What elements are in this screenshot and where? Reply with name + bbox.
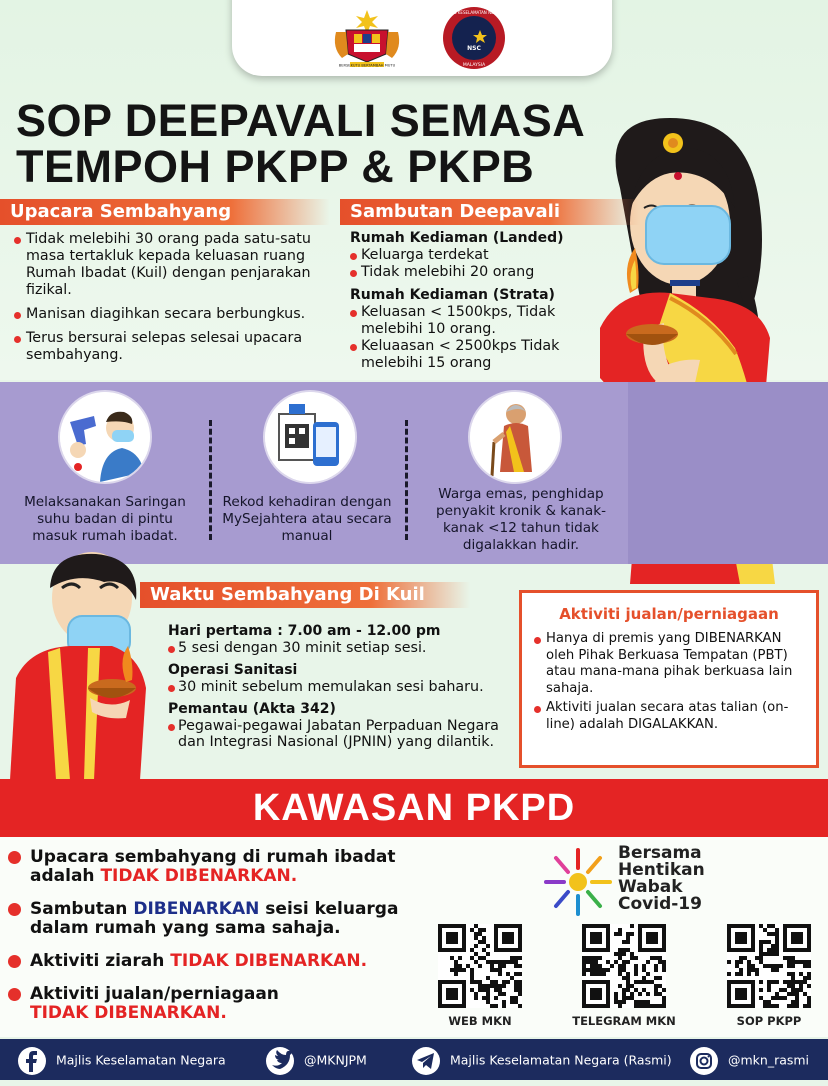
list-item: 5 sesi dengan 30 minit setiap sesi. (168, 640, 518, 657)
qr-label-web: WEB MKN (448, 1014, 512, 1028)
jualan-list (532, 631, 806, 733)
list-item: Manisan diagihkan secara berbungkus. (12, 306, 322, 323)
bersama-line: Wabak (618, 877, 683, 897)
instagram-link[interactable] (690, 1045, 809, 1075)
list-item: Keluaasan < 2500kps Tidak melebihi 15 orang (350, 338, 610, 372)
landed-list (350, 247, 610, 281)
qr-code-web-mkn[interactable] (438, 924, 522, 1008)
social-footer (0, 1039, 828, 1080)
strata-list (350, 304, 610, 372)
attendance-caption: Rekod kehadiran dengan MySejahtera atau secara manual (222, 494, 392, 544)
list-item: Pegawai-pegawai Jabatan Perpaduan Negara dan Integrasi Nasional (JPNIN) yang dilantik. (168, 718, 518, 751)
list-item: Sambutan DIBENARKAN seisi keluarga dalam rumah yang sama sahaja. (8, 900, 428, 938)
list-item: Keluarga terdekat (350, 247, 610, 264)
twitter-link[interactable] (266, 1045, 367, 1075)
sanitasi-title: Operasi Sanitasi (168, 662, 298, 678)
man-with-lamp-illustration (0, 548, 150, 780)
twitter-icon (266, 1047, 294, 1075)
list-item: Terus bersurai selepas selesai upacara sembahyang. (12, 330, 322, 364)
telegram-label: Majlis Keselamatan Negara (Rasmi) (449, 1052, 672, 1068)
qr-code-telegram-mkn[interactable] (582, 924, 666, 1008)
waktu-content (168, 623, 518, 751)
upacara-header: Upacara Sembahyang (0, 199, 330, 225)
pemantau-title: Pemantau (Akta 342) (168, 701, 336, 717)
list-item: Tidak melebihi 30 orang pada satu-satu masa tertakluk kepada keluasan ruang Rumah Ibadat (Kuil) dengan penjarakan fizikal. (12, 231, 322, 299)
screening-caption: Melaksanakan Saringan suhu badan di pintu masuk rumah ibadat. (24, 494, 186, 544)
mysejahtera-qr-icon (265, 392, 355, 482)
band-divider (209, 420, 212, 540)
facebook-link[interactable] (18, 1045, 226, 1075)
pkpd-banner: KAWASAN PKPD (0, 779, 828, 837)
bersama-line: Bersama (618, 843, 702, 863)
qr-code-sop-pkpp[interactable] (727, 924, 811, 1008)
list-item: Aktiviti jualan/perniagaan TIDAK DIBENARKAN. (8, 985, 428, 1023)
jualan-box (519, 590, 819, 768)
list-item: 30 minit sebelum memulakan sesi baharu. (168, 679, 518, 696)
logo-panel (232, 0, 612, 76)
facebook-icon (18, 1047, 46, 1075)
sambutan-content (350, 230, 610, 372)
band-divider (405, 420, 408, 540)
nsc-country: MALAYSIA (462, 63, 486, 68)
upacara-list (12, 231, 322, 371)
bersama-line: Covid-19 (618, 894, 702, 914)
crest-motto: BERSEKUTU BERTAMBAH MUTU (338, 63, 396, 68)
facebook-label: Majlis Keselamatan Negara (55, 1052, 226, 1068)
day1-title: Hari pertama : 7.00 am - 12.00 pm (168, 623, 441, 639)
elderly-person-icon (470, 392, 560, 482)
malaysia-crest-icon (332, 8, 402, 68)
title-line-1: SOP DEEPAVALI SEMASA (16, 95, 586, 146)
sambutan-header: Sambutan Deepavali (340, 199, 640, 225)
bersama-text (618, 845, 705, 913)
pkpd-list (8, 848, 428, 1037)
elderly-caption: Warga emas, penghidap penyakit kronik & kanak-kanak <12 tahun tidak digalakkan hadir. (436, 486, 606, 553)
nsc-logo-icon (442, 6, 506, 70)
waktu-header: Waktu Sembahyang Di Kuil (140, 582, 470, 608)
list-item: Aktiviti ziarah TIDAK DIBENARKAN. (8, 952, 428, 971)
list-item: Aktiviti jualan secara atas talian (on-line) adalah DIGALAKKAN. (532, 700, 806, 733)
twitter-label: @MKNJPM (303, 1052, 367, 1068)
list-item: Upacara sembahyang di rumah ibadat adalah TIDAK DIBENARKAN. (8, 848, 428, 886)
telegram-icon (412, 1047, 440, 1075)
qr-label-sop: SOP PKPP (736, 1014, 802, 1028)
jualan-title: Aktiviti jualan/perniagaan (559, 605, 779, 623)
qr-label-telegram: TELEGRAM MKN (572, 1014, 676, 1028)
temperature-screening-icon (60, 392, 150, 482)
nsc-ring-text: MAJLIS KESELAMATAN NEGARA (443, 10, 505, 15)
title-line-2: TEMPOH PKPP & PKPB (16, 141, 535, 192)
instagram-label: @mkn_rasmi (727, 1052, 810, 1068)
list-item: Hanya di premis yang DIBENARKAN oleh Pihak Berkuasa Tempatan (PBT) atau mana-mana pihak berkuasa lain sahaja. (532, 631, 806, 697)
instagram-icon (690, 1047, 718, 1075)
list-item: Tidak melebihi 20 orang (350, 264, 610, 281)
list-item: Keluasan < 1500kps, Tidak melebihi 10 orang. (350, 304, 610, 338)
bersama-line: Hentikan (618, 860, 705, 880)
landed-title: Rumah Kediaman (Landed) (350, 230, 564, 246)
strata-title: Rumah Kediaman (Strata) (350, 287, 555, 303)
nsc-abbr: NSC (467, 45, 481, 52)
telegram-link[interactable] (412, 1045, 672, 1075)
